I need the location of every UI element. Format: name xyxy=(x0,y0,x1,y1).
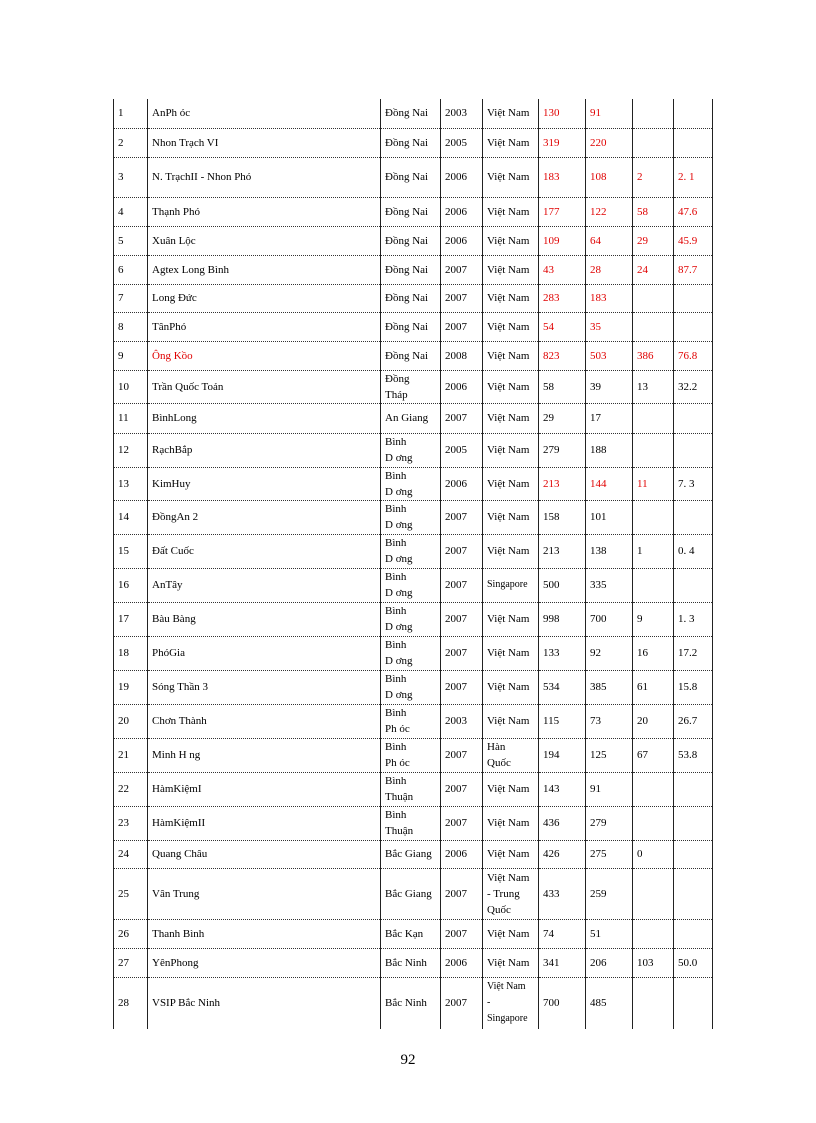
cell-c: 61 xyxy=(633,670,674,704)
cell-c xyxy=(633,500,674,534)
cell-d xyxy=(674,806,713,840)
cell-a: 823 xyxy=(539,341,586,370)
cell-b: 503 xyxy=(586,341,633,370)
cell-b: 275 xyxy=(586,840,633,868)
cell-no: 22 xyxy=(114,772,148,806)
cell-year: 2007 xyxy=(441,806,483,840)
cell-country: Việt Nam xyxy=(483,772,539,806)
table-row xyxy=(114,868,713,919)
cell-b: 188 xyxy=(586,433,633,467)
cell-c: 1 xyxy=(633,534,674,568)
cell-year: 2007 xyxy=(441,868,483,919)
cell-province: Bắc Ninh xyxy=(381,948,441,977)
cell-name: BìnhLong xyxy=(148,403,381,433)
cell-name: ĐồngAn 2 xyxy=(148,500,381,534)
cell-country: Việt Nam xyxy=(483,157,539,197)
cell-province: Bình Ph óc xyxy=(381,704,441,738)
cell-country: Việt Nam xyxy=(483,467,539,500)
cell-country: Việt Nam xyxy=(483,255,539,284)
cell-country: Việt Nam xyxy=(483,602,539,636)
cell-year: 2006 xyxy=(441,370,483,403)
cell-name: PhóGia xyxy=(148,636,381,670)
cell-c xyxy=(633,772,674,806)
cell-name: Bàu Bàng xyxy=(148,602,381,636)
cell-b: 259 xyxy=(586,868,633,919)
cell-d: 17.2 xyxy=(674,636,713,670)
table-row xyxy=(114,772,713,806)
table-row xyxy=(114,312,713,341)
cell-no: 20 xyxy=(114,704,148,738)
cell-name: Thạnh Phó xyxy=(148,197,381,226)
cell-country: Việt Nam xyxy=(483,226,539,255)
cell-d xyxy=(674,919,713,948)
cell-year: 2005 xyxy=(441,128,483,157)
cell-year: 2003 xyxy=(441,99,483,128)
cell-d: 1. 3 xyxy=(674,602,713,636)
cell-province: Bắc Giang xyxy=(381,868,441,919)
cell-year: 2008 xyxy=(441,341,483,370)
cell-name: Đất Cuốc xyxy=(148,534,381,568)
cell-province: Đồng Nai xyxy=(381,226,441,255)
table-row xyxy=(114,500,713,534)
cell-no: 14 xyxy=(114,500,148,534)
cell-province: Đồng Tháp xyxy=(381,370,441,403)
cell-a: 433 xyxy=(539,868,586,919)
cell-province: Đồng Nai xyxy=(381,284,441,312)
cell-country: Việt Nam xyxy=(483,341,539,370)
cell-name: N. TrạchII - Nhon Phó xyxy=(148,157,381,197)
cell-year: 2006 xyxy=(441,197,483,226)
cell-year: 2007 xyxy=(441,919,483,948)
cell-a: 43 xyxy=(539,255,586,284)
industrial-zones-table xyxy=(113,99,713,1029)
cell-b: 125 xyxy=(586,738,633,772)
cell-c: 24 xyxy=(633,255,674,284)
table-row xyxy=(114,467,713,500)
table-row xyxy=(114,255,713,284)
cell-c xyxy=(633,868,674,919)
cell-name: Minh H ng xyxy=(148,738,381,772)
cell-b: 144 xyxy=(586,467,633,500)
table-body xyxy=(114,99,713,1029)
cell-province: Đồng Nai xyxy=(381,255,441,284)
cell-b: 206 xyxy=(586,948,633,977)
table-row xyxy=(114,128,713,157)
cell-c xyxy=(633,568,674,602)
cell-a: 700 xyxy=(539,977,586,1029)
cell-country: Việt Nam xyxy=(483,534,539,568)
cell-year: 2007 xyxy=(441,534,483,568)
cell-year: 2007 xyxy=(441,772,483,806)
cell-name: Nhon Trạch VI xyxy=(148,128,381,157)
table-row xyxy=(114,977,713,1029)
cell-province: Bình D ơng xyxy=(381,433,441,467)
table-row xyxy=(114,636,713,670)
cell-d: 0. 4 xyxy=(674,534,713,568)
cell-year: 2006 xyxy=(441,157,483,197)
cell-country: Việt Nam - Trung Quốc xyxy=(483,868,539,919)
cell-d xyxy=(674,500,713,534)
cell-name: VSIP Bắc Ninh xyxy=(148,977,381,1029)
cell-name: Vân Trung xyxy=(148,868,381,919)
cell-a: 109 xyxy=(539,226,586,255)
cell-no: 23 xyxy=(114,806,148,840)
cell-b: 51 xyxy=(586,919,633,948)
cell-d xyxy=(674,312,713,341)
cell-name: AnPh óc xyxy=(148,99,381,128)
cell-b: 485 xyxy=(586,977,633,1029)
cell-d: 76.8 xyxy=(674,341,713,370)
cell-d xyxy=(674,868,713,919)
cell-b: 73 xyxy=(586,704,633,738)
cell-c xyxy=(633,919,674,948)
table-row xyxy=(114,197,713,226)
cell-no: 3 xyxy=(114,157,148,197)
cell-province: Bắc Giang xyxy=(381,840,441,868)
cell-b: 28 xyxy=(586,255,633,284)
cell-country: Việt Nam xyxy=(483,670,539,704)
table-row xyxy=(114,568,713,602)
cell-c: 16 xyxy=(633,636,674,670)
cell-year: 2006 xyxy=(441,467,483,500)
cell-province: Bình D ơng xyxy=(381,534,441,568)
cell-province: Bình Thuận xyxy=(381,806,441,840)
cell-b: 17 xyxy=(586,403,633,433)
cell-province: Đồng Nai xyxy=(381,157,441,197)
cell-province: Bình Ph óc xyxy=(381,738,441,772)
cell-a: 143 xyxy=(539,772,586,806)
table-row xyxy=(114,99,713,128)
cell-year: 2007 xyxy=(441,312,483,341)
cell-d: 15.8 xyxy=(674,670,713,704)
cell-b: 138 xyxy=(586,534,633,568)
cell-country: Việt Nam xyxy=(483,403,539,433)
cell-country: Việt Nam xyxy=(483,500,539,534)
cell-no: 4 xyxy=(114,197,148,226)
cell-province: Bình D ơng xyxy=(381,602,441,636)
cell-country: Việt Nam xyxy=(483,433,539,467)
cell-d xyxy=(674,99,713,128)
cell-no: 15 xyxy=(114,534,148,568)
cell-no: 9 xyxy=(114,341,148,370)
cell-province: Đồng Nai xyxy=(381,128,441,157)
cell-c: 9 xyxy=(633,602,674,636)
table-row xyxy=(114,919,713,948)
cell-country: Việt Nam xyxy=(483,312,539,341)
cell-name: HàmKiệmI xyxy=(148,772,381,806)
cell-b: 35 xyxy=(586,312,633,341)
cell-d xyxy=(674,128,713,157)
cell-province: Bình D ơng xyxy=(381,500,441,534)
cell-no: 10 xyxy=(114,370,148,403)
cell-c xyxy=(633,403,674,433)
cell-country: Việt Nam xyxy=(483,919,539,948)
cell-year: 2006 xyxy=(441,948,483,977)
cell-no: 16 xyxy=(114,568,148,602)
table-row xyxy=(114,341,713,370)
cell-a: 436 xyxy=(539,806,586,840)
cell-no: 21 xyxy=(114,738,148,772)
cell-country: Việt Nam xyxy=(483,806,539,840)
table-row xyxy=(114,226,713,255)
cell-a: 29 xyxy=(539,403,586,433)
cell-province: Bình D ơng xyxy=(381,636,441,670)
cell-a: 283 xyxy=(539,284,586,312)
cell-d: 45.9 xyxy=(674,226,713,255)
cell-province: Bình Thuận xyxy=(381,772,441,806)
cell-country: Việt Nam xyxy=(483,284,539,312)
cell-year: 2006 xyxy=(441,226,483,255)
cell-year: 2003 xyxy=(441,704,483,738)
cell-c xyxy=(633,312,674,341)
cell-province: Đồng Nai xyxy=(381,197,441,226)
page-number: 92 xyxy=(400,1052,416,1068)
cell-country: Việt Nam xyxy=(483,370,539,403)
cell-a: 115 xyxy=(539,704,586,738)
cell-no: 24 xyxy=(114,840,148,868)
cell-a: 177 xyxy=(539,197,586,226)
cell-name: Thanh Bình xyxy=(148,919,381,948)
cell-b: 91 xyxy=(586,99,633,128)
table-row xyxy=(114,948,713,977)
cell-name: TânPhó xyxy=(148,312,381,341)
cell-province: Bình D ơng xyxy=(381,568,441,602)
cell-a: 58 xyxy=(539,370,586,403)
cell-country: Việt Nam xyxy=(483,197,539,226)
cell-name: Quang Châu xyxy=(148,840,381,868)
cell-d: 7. 3 xyxy=(674,467,713,500)
table-row xyxy=(114,370,713,403)
cell-country: Việt Nam - Singapore xyxy=(483,977,539,1029)
table-row xyxy=(114,602,713,636)
cell-no: 27 xyxy=(114,948,148,977)
cell-c: 20 xyxy=(633,704,674,738)
cell-b: 91 xyxy=(586,772,633,806)
cell-a: 500 xyxy=(539,568,586,602)
cell-b: 92 xyxy=(586,636,633,670)
cell-province: An Giang xyxy=(381,403,441,433)
cell-name: AnTây xyxy=(148,568,381,602)
table-row xyxy=(114,403,713,433)
cell-year: 2007 xyxy=(441,500,483,534)
table-row xyxy=(114,670,713,704)
cell-d: 32.2 xyxy=(674,370,713,403)
cell-year: 2007 xyxy=(441,284,483,312)
cell-province: Bình D ơng xyxy=(381,670,441,704)
cell-year: 2007 xyxy=(441,636,483,670)
table-row xyxy=(114,534,713,568)
cell-country: Việt Nam xyxy=(483,840,539,868)
cell-province: Bắc Ninh xyxy=(381,977,441,1029)
cell-b: 183 xyxy=(586,284,633,312)
cell-c: 0 xyxy=(633,840,674,868)
cell-b: 220 xyxy=(586,128,633,157)
cell-no: 6 xyxy=(114,255,148,284)
cell-d: 50.0 xyxy=(674,948,713,977)
cell-province: Đồng Nai xyxy=(381,312,441,341)
cell-no: 12 xyxy=(114,433,148,467)
cell-a: 74 xyxy=(539,919,586,948)
table-row xyxy=(114,284,713,312)
cell-b: 64 xyxy=(586,226,633,255)
cell-year: 2006 xyxy=(441,840,483,868)
cell-a: 279 xyxy=(539,433,586,467)
table-row xyxy=(114,738,713,772)
cell-name: RạchBắp xyxy=(148,433,381,467)
cell-name: Ông Kồo xyxy=(148,341,381,370)
table-row xyxy=(114,157,713,197)
cell-b: 700 xyxy=(586,602,633,636)
cell-name: YênPhong xyxy=(148,948,381,977)
cell-c: 67 xyxy=(633,738,674,772)
cell-no: 11 xyxy=(114,403,148,433)
cell-name: KimHuy xyxy=(148,467,381,500)
cell-b: 122 xyxy=(586,197,633,226)
cell-no: 18 xyxy=(114,636,148,670)
cell-year: 2007 xyxy=(441,670,483,704)
cell-c xyxy=(633,433,674,467)
cell-c xyxy=(633,977,674,1029)
cell-name: Long Đức xyxy=(148,284,381,312)
cell-province: Đồng Nai xyxy=(381,341,441,370)
cell-country: Việt Nam xyxy=(483,99,539,128)
table-row xyxy=(114,840,713,868)
cell-a: 319 xyxy=(539,128,586,157)
cell-d: 53.8 xyxy=(674,738,713,772)
cell-c xyxy=(633,128,674,157)
cell-d xyxy=(674,403,713,433)
cell-no: 8 xyxy=(114,312,148,341)
cell-name: Xuân Lộc xyxy=(148,226,381,255)
cell-name: HàmKiệmII xyxy=(148,806,381,840)
cell-c: 11 xyxy=(633,467,674,500)
cell-name: Trần Quốc Toản xyxy=(148,370,381,403)
cell-c xyxy=(633,99,674,128)
cell-c: 58 xyxy=(633,197,674,226)
cell-no: 5 xyxy=(114,226,148,255)
cell-a: 998 xyxy=(539,602,586,636)
cell-c: 386 xyxy=(633,341,674,370)
cell-year: 2007 xyxy=(441,738,483,772)
cell-a: 213 xyxy=(539,534,586,568)
cell-country: Việt Nam xyxy=(483,636,539,670)
cell-country: Việt Nam xyxy=(483,704,539,738)
cell-d: 26.7 xyxy=(674,704,713,738)
cell-year: 2007 xyxy=(441,403,483,433)
cell-no: 1 xyxy=(114,99,148,128)
cell-no: 28 xyxy=(114,977,148,1029)
cell-country: Singapore xyxy=(483,568,539,602)
table-row xyxy=(114,433,713,467)
cell-province: Đồng Nai xyxy=(381,99,441,128)
cell-province: Bắc Kạn xyxy=(381,919,441,948)
cell-a: 534 xyxy=(539,670,586,704)
cell-b: 279 xyxy=(586,806,633,840)
cell-no: 26 xyxy=(114,919,148,948)
cell-province: Bình D ơng xyxy=(381,467,441,500)
cell-b: 39 xyxy=(586,370,633,403)
cell-a: 341 xyxy=(539,948,586,977)
cell-b: 335 xyxy=(586,568,633,602)
cell-d xyxy=(674,772,713,806)
cell-year: 2007 xyxy=(441,977,483,1029)
cell-d: 2. 1 xyxy=(674,157,713,197)
cell-a: 158 xyxy=(539,500,586,534)
cell-name: Chơn Thành xyxy=(148,704,381,738)
cell-year: 2007 xyxy=(441,568,483,602)
cell-a: 183 xyxy=(539,157,586,197)
cell-no: 13 xyxy=(114,467,148,500)
cell-d: 87.7 xyxy=(674,255,713,284)
cell-country: Việt Nam xyxy=(483,948,539,977)
cell-c: 29 xyxy=(633,226,674,255)
cell-name: Agtex Long Bình xyxy=(148,255,381,284)
cell-country: Việt Nam xyxy=(483,128,539,157)
cell-d xyxy=(674,568,713,602)
cell-b: 385 xyxy=(586,670,633,704)
cell-d xyxy=(674,433,713,467)
cell-no: 19 xyxy=(114,670,148,704)
cell-b: 108 xyxy=(586,157,633,197)
table-row xyxy=(114,704,713,738)
cell-c xyxy=(633,284,674,312)
cell-no: 25 xyxy=(114,868,148,919)
cell-country: Hàn Quốc xyxy=(483,738,539,772)
cell-a: 194 xyxy=(539,738,586,772)
cell-b: 101 xyxy=(586,500,633,534)
cell-d: 47.6 xyxy=(674,197,713,226)
cell-name: Sóng Thần 3 xyxy=(148,670,381,704)
cell-d xyxy=(674,284,713,312)
cell-c: 13 xyxy=(633,370,674,403)
cell-c xyxy=(633,806,674,840)
cell-no: 2 xyxy=(114,128,148,157)
cell-a: 213 xyxy=(539,467,586,500)
cell-d xyxy=(674,977,713,1029)
cell-a: 54 xyxy=(539,312,586,341)
cell-a: 133 xyxy=(539,636,586,670)
cell-year: 2007 xyxy=(441,255,483,284)
cell-no: 7 xyxy=(114,284,148,312)
cell-year: 2007 xyxy=(441,602,483,636)
cell-a: 130 xyxy=(539,99,586,128)
cell-c: 103 xyxy=(633,948,674,977)
cell-no: 17 xyxy=(114,602,148,636)
cell-a: 426 xyxy=(539,840,586,868)
cell-c: 2 xyxy=(633,157,674,197)
table-row xyxy=(114,806,713,840)
cell-year: 2005 xyxy=(441,433,483,467)
cell-d xyxy=(674,840,713,868)
